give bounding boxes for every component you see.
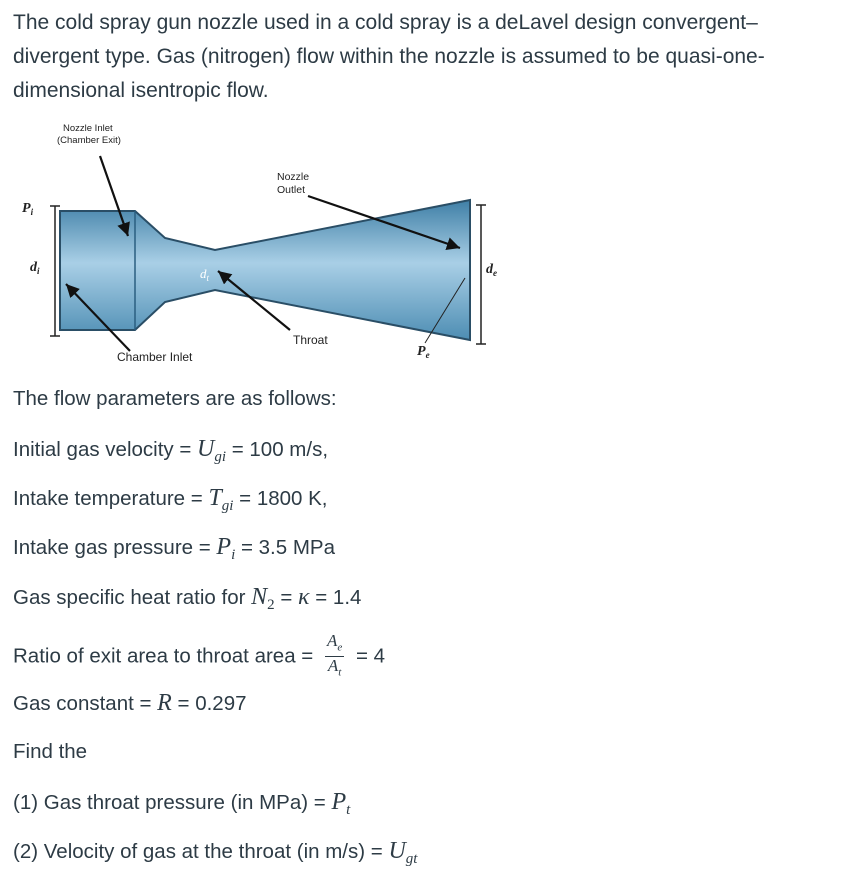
di-label: $d_i$ bbox=[30, 260, 40, 276]
pi-label: $P_i$ bbox=[22, 201, 34, 217]
question-2: (2) Velocity of gas at the throat (in $m/s) = U_{gt}$ bbox=[13, 838, 418, 868]
nozzle-body bbox=[60, 200, 470, 340]
dt-label: $d_t$ bbox=[200, 266, 210, 283]
area-ratio-fraction: $\frac{A_e}{A_t}$ bbox=[326, 631, 343, 679]
pe-label: $P_e$ bbox=[417, 344, 430, 360]
param-temperature: Intake temperature = $T_{gi} = 1800$ K, bbox=[13, 485, 328, 515]
throat-label: Throat bbox=[293, 333, 328, 347]
param-heat-ratio: Gas specific heat ratio for $N_2 = \kappa = 1.4$ bbox=[13, 584, 362, 614]
params-heading: The flow parameters are as follows: bbox=[13, 387, 337, 410]
nozzle-svg bbox=[20, 118, 520, 378]
nozzle-inlet-label: Nozzle Inlet bbox=[63, 123, 113, 134]
nozzle-outlet-label-2: Outlet bbox=[277, 184, 306, 196]
param-gas-constant: Gas constant = R = 0.297 bbox=[13, 690, 247, 716]
nozzle-diagram bbox=[20, 118, 520, 378]
chamber-inlet-label: Chamber Inlet bbox=[117, 350, 193, 364]
de-label: $d_e$ bbox=[486, 262, 497, 278]
nozzle-outlet-label: Nozzle bbox=[277, 171, 310, 183]
question-1: (1) Gas throat pressure (in $MPa) = P_t$ bbox=[13, 789, 351, 819]
intro-paragraph: The cold spray gun nozzle used in a cold spray is a deLavel design convergent–divergent type. Gas (nitrogen) flow within the nozzle is assumed to be quasi-one-dimensional isentropic flow. bbox=[13, 11, 765, 102]
param-velocity: Initial gas velocity = $U_{gi} = 100$ m/s, bbox=[13, 436, 329, 466]
find-heading: Find the bbox=[13, 740, 88, 763]
param-pressure: Intake gas pressure = $P_i = 3.5$ MPa bbox=[13, 534, 335, 564]
param-area-ratio: Ratio of exit area to throat area = $\frac{A_e}{A_t}$ = 4 bbox=[13, 632, 385, 682]
chamber-exit-label: (Chamber Exit) bbox=[57, 135, 121, 146]
